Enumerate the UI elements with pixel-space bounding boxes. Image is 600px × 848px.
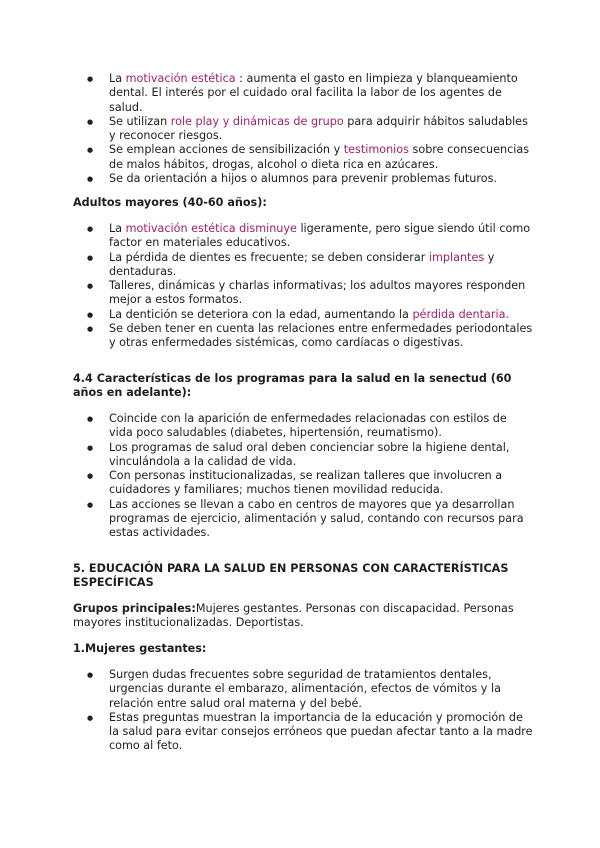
list-item: ● Se emplean acciones de sensibilización y testimonios sobre consecuencias de malos hábitos, drogas, alcohol o dieta rica en azúcares. — [73, 143, 533, 172]
list-item: ● Coincide con la aparición de enfermedades relacionadas con estilos de vida poco saludables (diabetes, hipertensión, reumatismo). — [73, 412, 533, 441]
list-item: ● Se da orientación a hijos o alumnos para prevenir problemas futuros. — [73, 172, 533, 186]
list-item: ● Se deben tener en cuenta las relaciones entre enfermedades periodontales y otras enfermedades sistémicas, como cardíacas o digestivas. — [73, 322, 533, 351]
highlight-term: motivación estética disminuye — [125, 222, 297, 235]
highlight-term: pérdida dentaria. — [412, 307, 509, 321]
list-item: ● Las acciones se llevan a cabo en centros de mayores que ya desarrollan programas de ejercicio, alimentación y salud, contando con recursos para estas actividades. — [73, 498, 533, 541]
highlight-term: testimonios — [343, 143, 409, 157]
list-item: ● La motivación estética disminuye ligeramente, pero sigue siendo útil como factor en materiales educativos. — [73, 222, 533, 251]
highlight-term: implantes — [428, 250, 485, 264]
section-heading-4-4: 4.4 Características de los programas para la salud en la senectud (60 años en adelante): — [73, 372, 512, 400]
bullet-list-adultos — [73, 222, 533, 351]
list-item: ● Se utilizan role play y dinámicas de grupo para adquirir hábitos saludables y reconocer riesgos. — [73, 115, 533, 144]
section-heading-5: 5. EDUCACIÓN PARA LA SALUD EN PERSONAS CON CARACTERÍSTICAS ESPECÍFICAS — [73, 562, 509, 590]
list-item: ● Estas preguntas muestran la importancia de la educación y promoción de la salud para evitar consejos erróneos que puedan afectar tanto a la madre como al feto. — [73, 711, 533, 754]
list-item: ● La pérdida de dientes es frecuente; se deben considerar implantes y dentaduras. — [73, 251, 533, 280]
section-heading-adultos: Adultos mayores (40-60 años): — [73, 196, 267, 209]
list-item: ● Surgen dudas frecuentes sobre seguridad de tratamientos dentales, urgencias durante el embarazo, alimentación, efectos de vómitos y la relación entre salud oral materna y del bebé. — [73, 668, 533, 711]
grupos-label: Grupos principales: — [73, 602, 196, 615]
list-item: ● La motivación estética : aumenta el gasto en limpieza y blanqueamiento dental. El interés por el cuidado oral facilita la labor de los agentes de salud. — [73, 72, 533, 115]
list-item: ● La dentición se deteriora con la edad, aumentando la pérdida dentaria. — [73, 308, 533, 322]
grupos-paragraph: Grupos principales:Mujeres gestantes. Personas con discapacidad. Personas mayores institucionalizadas. Deportistas. — [73, 602, 514, 630]
bullet-list-mujeres — [73, 668, 533, 754]
subheading-mujeres: 1.Mujeres gestantes: — [73, 642, 207, 655]
list-item: ● Los programas de salud oral deben concienciar sobre la higiene dental, vinculándola a la calidad de vida. — [73, 441, 533, 470]
list-item: ● Talleres, dinámicas y charlas informativas; los adultos mayores responden mejor a estos formatos. — [73, 279, 533, 308]
highlight-term: role play y dinámicas de grupo — [170, 114, 344, 128]
bullet-list-motivation — [73, 72, 533, 186]
bullet-list-senectud — [73, 412, 533, 541]
highlight-term: motivación estética — [125, 72, 236, 85]
list-item: ● Con personas institucionalizadas, se realizan talleres que involucren a cuidadores y familiares; muchos tienen movilidad reducida. — [73, 469, 533, 498]
